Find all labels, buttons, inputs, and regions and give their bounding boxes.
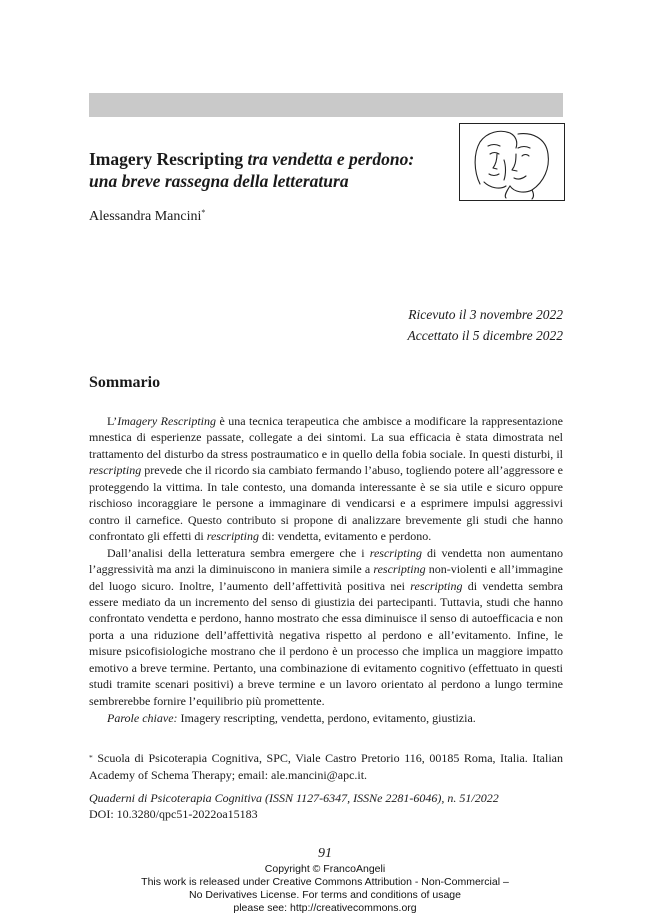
footnote-text: Scuola di Psicoterapia Cognitiva, SPC, Viale Castro Pretorio 116, 00185 Roma, Italia. Italian Academy of Schema Therapy; email: ale.mancini@apc.it.	[89, 751, 563, 782]
abstract-body	[89, 413, 563, 709]
text-run: di vendetta sembra essere mediato da un incremento del senso di giustizia dei partecipanti. Tuttavia, studi che hanno confrontato vendetta e perdono, hanno mostrato che essa diminuisce il senso di autoefficacia e non porta a una riduzione dell’affettività negativa rispetto al perdono e all’evitamento. Infine, le misure psicofisiologiche mostrano che il perdono è un processo che implica un maggiore impatto emotivo a breve termine. Pertanto, una combinazione di evitamento cognitivo (effettuato in questi studi tramite scenari positivi) a breve termine e un lavoro orientato al perdono a lungo termine sembrerebbe fornire l’equilibrio più promettente.	[89, 578, 563, 708]
author-footnote	[89, 750, 563, 783]
section-heading: Sommario	[89, 374, 161, 391]
text-run: non-violenti e all’immagine del luogo sicuro. Inoltre, l’aumento dell’affettività positiva nei	[89, 562, 563, 593]
text-run-italic: rescripting	[373, 562, 426, 577]
text-run-italic: rescripting	[369, 545, 422, 560]
page-number: 91	[318, 846, 332, 861]
abstract-paragraph-2	[89, 545, 563, 710]
keywords-text: Imagery rescripting, vendetta, perdono, evitamento, giustizia.	[177, 711, 476, 725]
text-run: Dall’analisi della letteratura sembra emergere che i	[107, 545, 370, 560]
abstract-paragraph-1	[89, 413, 563, 545]
title-part-3: una breve rassegna della letteratura	[89, 171, 349, 191]
license-notice	[0, 863, 650, 915]
submission-dates	[408, 304, 563, 346]
text-run-italic: rescripting	[410, 578, 463, 593]
accepted-date: Accettato il 5 dicembre 2022	[407, 328, 563, 343]
text-run: è una tecnica terapeutica che ambisce a modificare la rappresentazione mnestica di esperienze passate, collegate a dei sintomi. La sua efficacia è stata dimostrata nel trattamento del disturbo da stress postraumatico e in quello della fobia sociale. In questi disturbi, il	[89, 414, 563, 461]
text-run: L’	[107, 414, 118, 428]
keywords-line	[89, 711, 563, 726]
text-run: di vendetta non aumentano l’aggressività ma anzi la diminuiscono in maniera simile a	[89, 545, 563, 577]
text-run-italic: rescripting	[89, 463, 142, 478]
title-part-1: Imagery Rescripting	[89, 149, 244, 169]
header-band	[89, 93, 563, 117]
license-line-3: No Derivatives License. For terms and conditions of usage	[189, 889, 461, 901]
journal-logo-icon	[459, 123, 565, 201]
text-run-italic: rescripting	[206, 529, 259, 544]
author-footnote-mark: *	[201, 208, 206, 217]
license-line-2: This work is released under Creative Commons Attribution - Non-Commercial –	[141, 876, 509, 888]
keywords-label: Parole chiave:	[107, 711, 178, 725]
copyright-line: Copyright © FrancoAngeli	[264, 863, 386, 875]
text-run-italic: Imagery Rescripting	[117, 414, 216, 428]
text-run: prevede che il ricordo sia cambiato fermando l’abuso, togliendo potere all’aggressore e proteggendo la vittima. In tale contesto, una domanda interessante è se sia utile e sicuro oppure rischioso incoraggiare le persone a immaginare di vendicarsi e a esprimere impulsi aggressivi contro il carnefice. Questo contributo si propone di analizzare brevemente gli studi che hanno confrontato gli effetti di	[89, 463, 563, 544]
article-title	[89, 148, 459, 192]
footnote-mark: *	[89, 753, 93, 762]
received-date: Ricevuto il 3 novembre 2022	[408, 307, 563, 322]
author-name: Alessandra Mancini	[89, 209, 202, 224]
license-line-4: please see: http://creativecommons.org	[233, 902, 417, 914]
journal-info	[89, 791, 563, 822]
title-part-2: tra vendetta e perdono:	[243, 149, 415, 169]
text-run: di: vendetta, evitamento e perdono.	[258, 529, 432, 544]
journal-doi: DOI: 10.3280/qpc51-2022oa15183	[89, 806, 258, 821]
author-line	[89, 209, 205, 225]
journal-citation: Quaderni di Psicoterapia Cognitiva (ISSN 1127-6347, ISSNe 2281-6046), n. 51/2022	[89, 791, 499, 805]
